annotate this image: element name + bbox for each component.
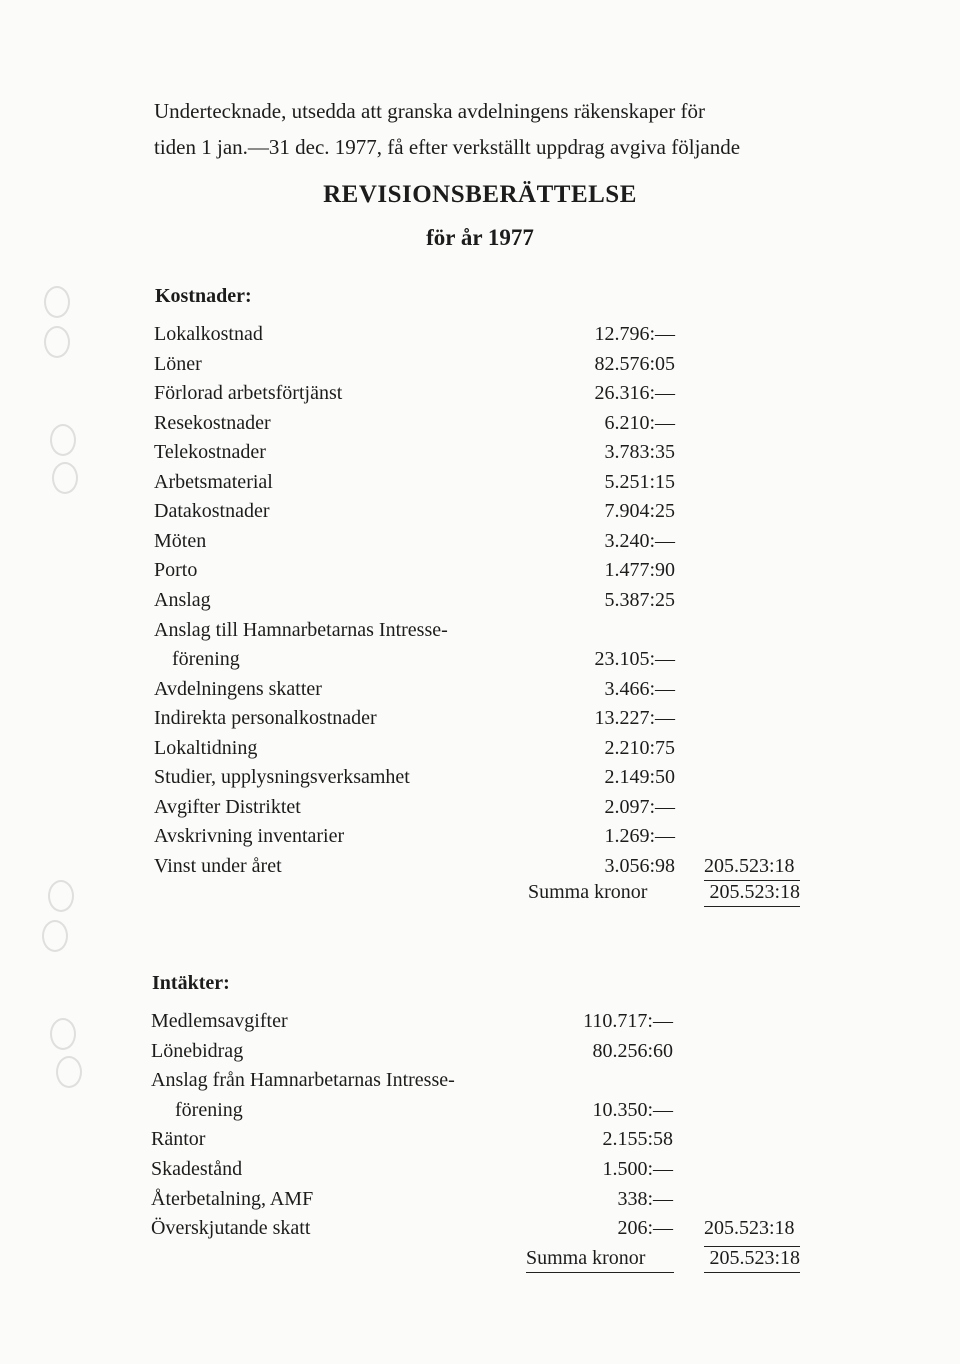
row-total: 205.523:18 xyxy=(704,1217,795,1240)
row-label: Lokalkostnad xyxy=(154,323,263,345)
row-label: Arbetsmaterial xyxy=(154,470,273,493)
kostnader-heading: Kostnader: xyxy=(155,285,252,307)
punch-hole-mark xyxy=(50,424,76,456)
sum-value: 205.523:18 xyxy=(709,1247,800,1269)
punch-hole-mark xyxy=(44,286,70,318)
row-amount: 338:— xyxy=(617,1187,673,1210)
kostnader-row xyxy=(154,378,675,408)
row-amount: 23.105:— xyxy=(594,648,675,671)
punch-hole-mark xyxy=(42,920,68,952)
row-amount: 2.149:50 xyxy=(604,766,675,789)
row-label: förening xyxy=(172,648,240,671)
kostnader-row xyxy=(154,733,675,763)
punch-hole-mark xyxy=(50,1018,76,1050)
row-amount: 10.350:— xyxy=(592,1098,673,1121)
row-label: Telekostnader xyxy=(154,441,266,464)
summa-underline xyxy=(526,1272,674,1273)
intro-line: Undertecknade, utsedda att granska avdelningens räkenskaper för xyxy=(154,99,706,123)
row-amount: 1.500:— xyxy=(602,1158,673,1180)
kostnader-row xyxy=(154,674,675,704)
row-amount: 110.717:— xyxy=(583,1010,673,1032)
kostnader-row xyxy=(154,703,675,733)
intakter-row xyxy=(151,1065,673,1095)
row-label: Datakostnader xyxy=(154,500,270,523)
intro-paragraph xyxy=(154,93,814,165)
row-label: Anslag från Hamnarbetarnas Intresse- xyxy=(151,1069,455,1092)
row-amount: 5.387:25 xyxy=(604,588,675,611)
kostnader-row xyxy=(154,792,675,822)
row-label: Räntor xyxy=(151,1128,206,1151)
intakter-row xyxy=(175,1095,673,1125)
kostnader-row xyxy=(154,555,675,585)
kostnader-row xyxy=(154,467,675,497)
kostnader-sum-row xyxy=(528,877,800,907)
row-label: Medlemsavgifter xyxy=(151,1010,288,1032)
row-amount: 3.783:35 xyxy=(604,441,675,464)
row-label: Lokaltidning xyxy=(154,736,258,759)
punch-hole-mark xyxy=(44,326,70,358)
row-amount: 2.155:58 xyxy=(602,1128,673,1151)
row-label: Skadestånd xyxy=(151,1158,243,1180)
kostnader-row xyxy=(154,408,675,438)
row-label: Vinst under året xyxy=(154,854,282,877)
kostnader-row xyxy=(172,644,675,674)
intakter-row xyxy=(151,1154,673,1184)
row-label: Porto xyxy=(154,559,198,582)
kostnader-row xyxy=(154,585,675,615)
intakter-row xyxy=(151,1213,795,1243)
row-amount: 3.056:98 xyxy=(604,854,675,877)
row-label: Studier, upplysningsverksamhet xyxy=(154,766,410,789)
row-amount: 7.904:25 xyxy=(604,500,675,523)
intakter-row xyxy=(151,1124,673,1154)
kostnader-row xyxy=(154,526,675,556)
kostnader-row xyxy=(154,762,675,792)
row-amount: 1.269:— xyxy=(604,825,675,848)
row-amount: 82.576:05 xyxy=(594,352,675,375)
document-title: REVISIONSBERÄTTELSE xyxy=(323,181,637,208)
row-amount: 12.796:— xyxy=(594,323,675,345)
row-amount: 13.227:— xyxy=(594,707,675,730)
sum-label: Summa kronor xyxy=(526,1247,646,1269)
punch-hole-mark xyxy=(56,1056,82,1088)
kostnader-row xyxy=(154,437,675,467)
row-amount: 206:— xyxy=(617,1217,673,1240)
row-label: Anslag xyxy=(154,588,211,611)
row-label: Löner xyxy=(154,352,202,375)
row-label: Möten xyxy=(154,529,207,552)
intro-line: tiden 1 jan.—31 dec. 1977, få efter verkställt uppdrag avgiva följande xyxy=(154,135,741,159)
row-label: Indirekta personalkostnader xyxy=(154,707,377,730)
row-label: Anslag till Hamnarbetarnas Intresse- xyxy=(154,618,448,641)
kostnader-row xyxy=(154,821,675,851)
row-label: förening xyxy=(175,1098,243,1121)
intakter-heading: Intäkter: xyxy=(152,972,230,994)
intakter-row xyxy=(151,1036,673,1066)
row-label: Resekostnader xyxy=(154,411,271,434)
row-amount: 3.466:— xyxy=(604,677,675,700)
punch-hole-mark xyxy=(52,462,78,494)
kostnader-row xyxy=(154,496,675,526)
kostnader-row xyxy=(154,349,675,379)
sum-label: Summa kronor xyxy=(528,881,648,903)
row-label: Återbetalning, AMF xyxy=(151,1187,314,1210)
row-amount: 2.097:— xyxy=(604,795,675,818)
row-amount: 6.210:— xyxy=(604,411,675,434)
punch-hole-mark xyxy=(48,880,74,912)
document-subtitle: för år 1977 xyxy=(426,225,534,250)
kostnader-row xyxy=(154,615,675,645)
row-amount: 80.256:60 xyxy=(592,1039,673,1062)
sum-double-rule xyxy=(704,1272,800,1273)
sum-value: 205.523:18 xyxy=(709,881,800,903)
sum-double-rule xyxy=(704,906,800,907)
row-label: Avskrivning inventarier xyxy=(154,825,345,848)
row-total: 205.523:18 xyxy=(704,854,795,877)
row-label: Överskjutande skatt xyxy=(151,1217,311,1240)
row-amount: 5.251:15 xyxy=(604,470,675,493)
row-label: Lönebidrag xyxy=(151,1039,244,1062)
row-label: Förlorad arbetsförtjänst xyxy=(154,382,343,405)
row-amount: 2.210:75 xyxy=(604,736,675,759)
row-amount: 3.240:— xyxy=(604,529,675,552)
row-label: Avgifter Distriktet xyxy=(154,795,301,818)
kostnader-row xyxy=(154,319,675,349)
intakter-sum-row xyxy=(526,1243,800,1273)
intakter-row xyxy=(151,1006,673,1036)
row-label: Avdelningens skatter xyxy=(154,677,322,700)
row-amount: 26.316:— xyxy=(594,382,675,405)
row-amount: 1.477:90 xyxy=(604,559,675,582)
intakter-row xyxy=(151,1184,673,1214)
